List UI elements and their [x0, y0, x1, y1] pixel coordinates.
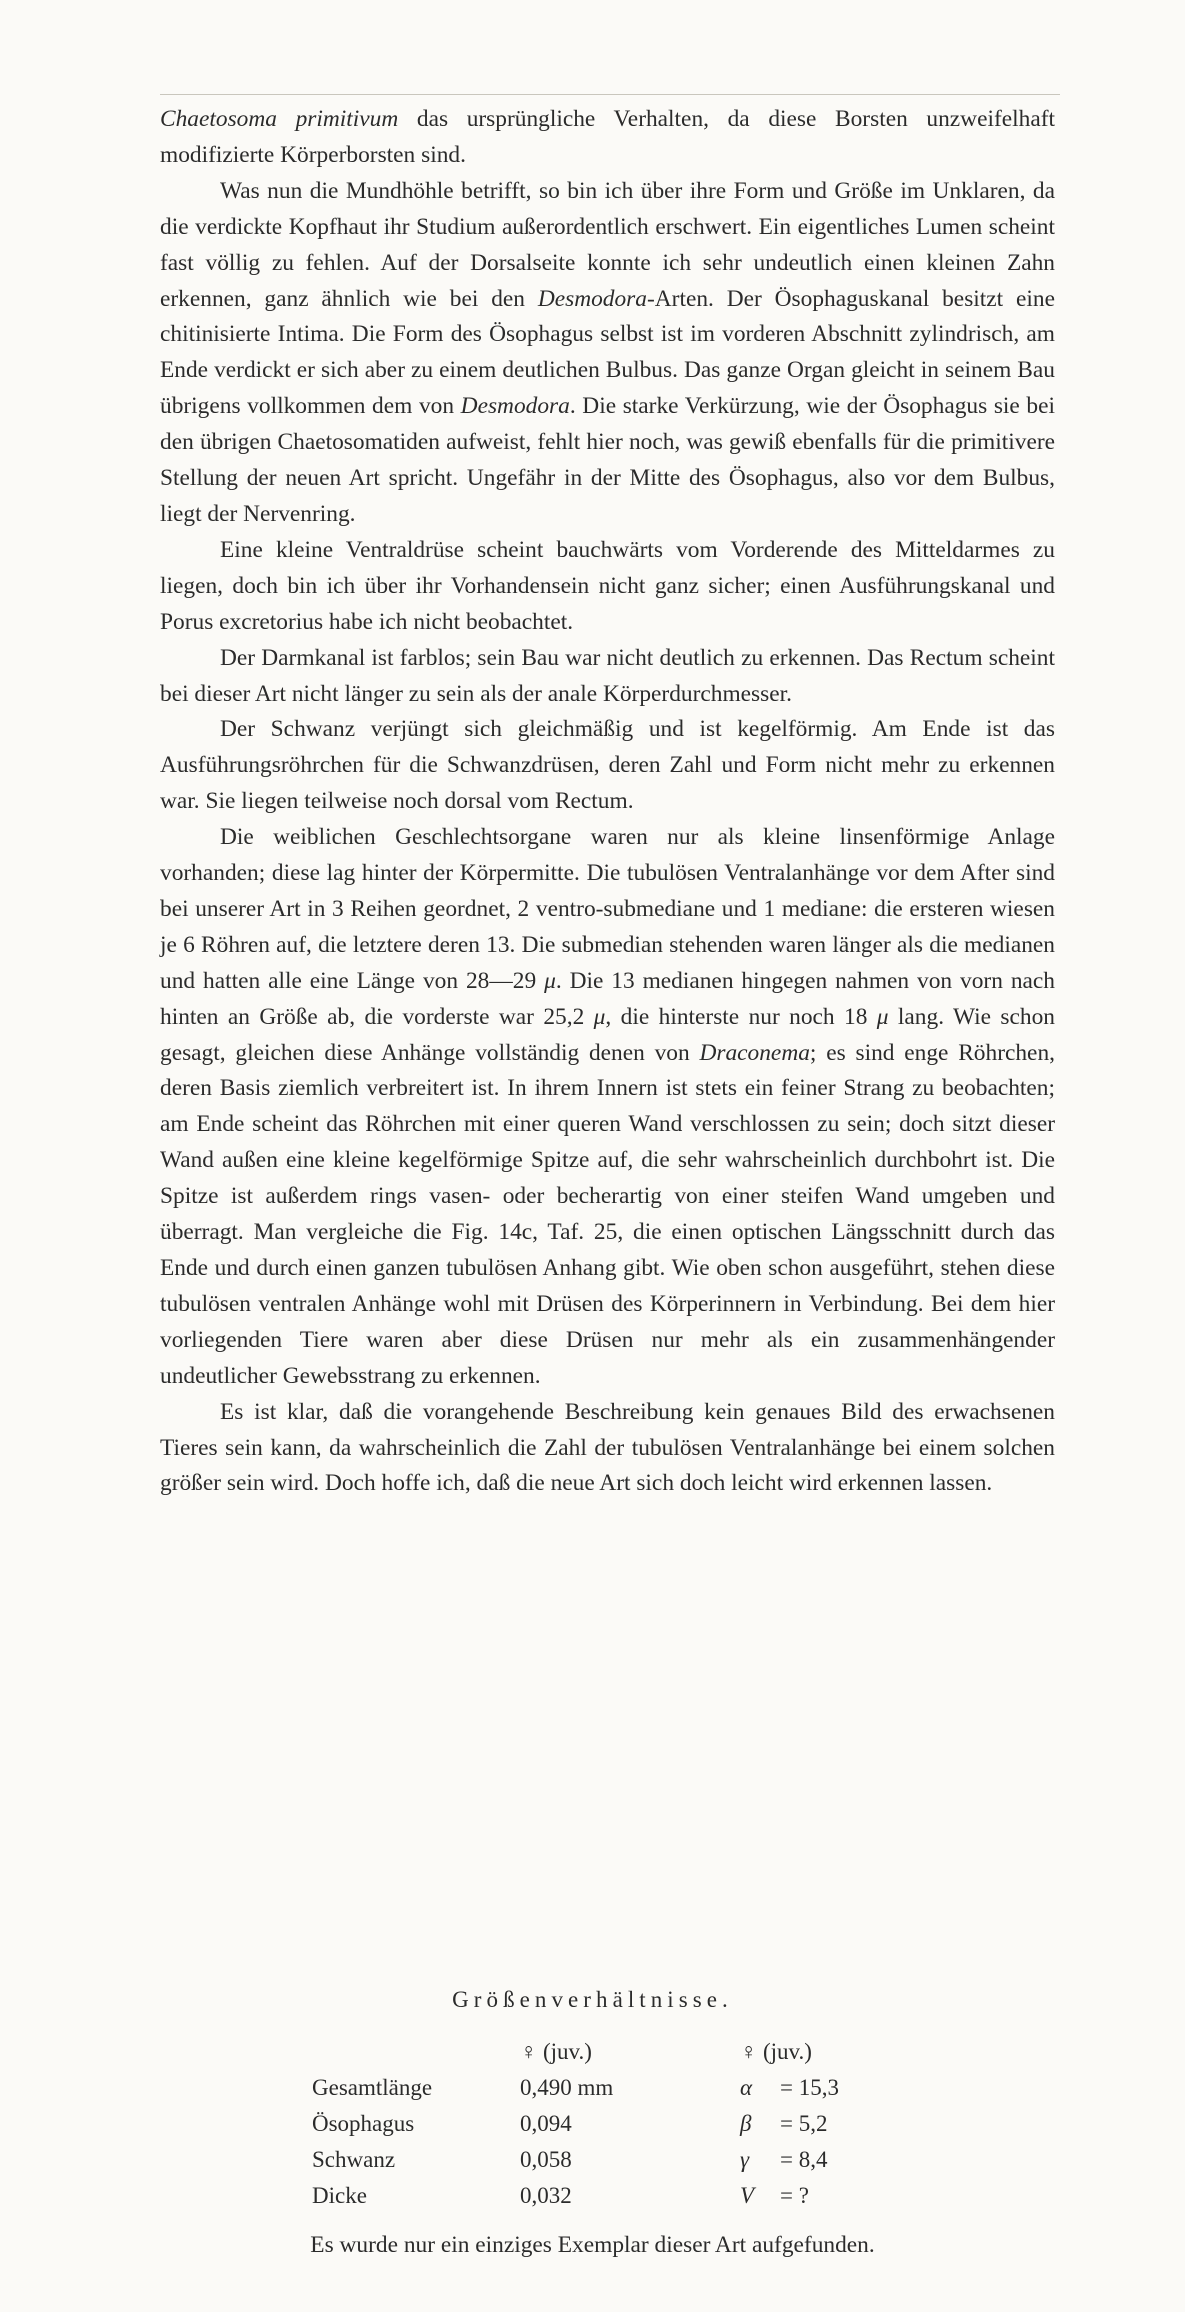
row-label: Ösophagus	[312, 2111, 415, 2136]
row-ratio	[740, 2106, 890, 2142]
closing-sentence: Es wurde nur ein einziges Exemplar dieser Art aufgefunden.	[310, 2232, 875, 2258]
row-ratio	[740, 2142, 890, 2178]
italic-term: Desmodora	[460, 393, 570, 420]
paragraph	[160, 533, 1055, 641]
row-value: 0,094	[520, 2111, 572, 2136]
table-row	[312, 2070, 890, 2106]
header-left: ♀ (juv.)	[520, 2039, 592, 2064]
text-run: Der Darmkanal ist farblos; sein Bau war nicht deutlich zu erkennen. Das Rectum scheint bei dieser Art nicht länger zu sein als der anale Körperdurchmesser.	[160, 644, 1055, 707]
text-run: Die weiblichen Geschlechtsorgane waren nur als kleine linsenförmige Anlage vorhanden; diese lag hinter der Körpermitte. Die tubulösen Ventralanhänge vor dem After sind bei unserer Art in 3 Reihen geordnet, 2 ventro-submediane und 1 mediane: die ersteren wiesen je 6 Röhren auf, die letztere deren 13. Die submedian stehenden waren länger als die medianen und hatten alle eine Länge von 28—29	[160, 824, 1055, 994]
table-row	[312, 2142, 890, 2178]
row-label: Gesamtlänge	[312, 2075, 433, 2100]
table-row	[312, 2178, 890, 2214]
text-run: Eine kleine Ventraldrüse scheint bauchwärts vom Vorderende des Mitteldarmes zu liegen, doch bin ich über ihr Vorhandensein nicht ganz sicher; einen Ausführungskanal und Porus excretorius habe ich nicht beobachtet.	[160, 536, 1055, 635]
italic-term: μ	[544, 967, 556, 994]
ratio-value: = 8,4	[780, 2147, 828, 2172]
italic-term: Chaetosoma primitivum	[160, 106, 399, 132]
row-label: Schwanz	[312, 2147, 396, 2172]
text-run: lang. Wie schon gesagt, gleichen diese Anhänge vollständig denen von	[160, 1003, 1055, 1066]
text-run: ; es sind enge Röhrchen, deren Basis ziemlich verbreitert ist. In ihrem Innern ist stets ein feiner Strang zu beobachten; am Ende scheint das Röhrchen mit einer queren Wand verschlossen zu sein; doch sitzt dieser Wand außen eine kleine kegelförmige Spitze auf, die sehr wahrscheinlich durchbohrt ist. Die Spitze ist außerdem rings vasen- oder becherartig von einer steifen Wand umgeben und überragt. Man vergleiche die Fig. 14c, Taf. 25, die einen optischen Längsschnitt durch das Ende und durch einen ganzen tubulösen Anhang gibt. Wie oben schon ausgeführt, stehen diese tubulösen ventralen Anhänge wohl mit Drüsen des Körperinnern in Verbindung. Bei dem hier vorliegenden Tiere waren aber diese Drüsen nur mehr als ein zusammenhängender undeutlicher Gewebsstrang zu erkennen.	[160, 1039, 1055, 1389]
text-run: Der Schwanz verjüngt sich gleichmäßig und ist kegelförmig. Am Ende ist das Ausführungsröhrchen für die Schwanzdrüsen, deren Zahl und Form nicht mehr zu erkennen war. Sie liegen teilweise noch dorsal vom Rectum.	[160, 716, 1055, 815]
paragraph	[160, 712, 1055, 820]
greek-symbol: γ	[740, 2147, 750, 2172]
text-run: -Arten. Der Ösophaguskanal besitzt eine chitinisierte Intima. Die Form des Ösophagus selbst ist im vorderen Abschnitt zylindrisch, am Ende verdickt er sich aber zu einem deutlichen Bulbus. Das ganze Organ gleicht in seinem Bau übrigens vollkommen dem von	[160, 285, 1055, 420]
row-value: 0,490 mm	[520, 2075, 614, 2100]
ratio-value: = 5,2	[780, 2111, 828, 2136]
row-value: 0,058	[520, 2147, 572, 2172]
section-heading: Größenverhältnisse.	[452, 1987, 733, 2012]
greek-symbol: β	[740, 2111, 752, 2136]
row-value: 0,032	[520, 2183, 572, 2208]
table-header-row	[312, 2034, 890, 2070]
paragraph	[160, 1395, 1055, 1503]
greek-symbol: α	[740, 2075, 753, 2100]
ratio-value: = 15,3	[780, 2075, 839, 2100]
greek-symbol: V	[740, 2183, 755, 2208]
text-run: Es ist klar, daß die vorangehende Beschreibung kein genaues Bild des erwachsenen Tieres sein kann, da wahrscheinlich die Zahl der tubulösen Ventralanhänge bei einem solchen größer sein wird. Doch hoffe ich, daß die neue Art sich doch leicht wird erkennen lassen.	[160, 1398, 1055, 1497]
text-run: . Die 13 medianen hingegen nahmen von vorn nach hinten an Größe ab, die vorderste war 25,2	[160, 967, 1055, 1030]
row-ratio	[740, 2178, 890, 2214]
italic-term: μ	[876, 1003, 889, 1030]
paragraph	[160, 174, 1055, 533]
row-ratio	[740, 2070, 890, 2106]
text-run: , die hinterste nur noch 18	[605, 1003, 877, 1030]
italic-term: Draconema	[699, 1039, 810, 1066]
row-label: Dicke	[312, 2183, 367, 2208]
measurements-table	[312, 2034, 890, 2214]
paragraph	[160, 641, 1055, 713]
text-run: . Die starke Verkürzung, wie der Ösophagus sie bei den übrigen Chaetosomatiden aufweist, fehlt hier noch, was gewiß ebenfalls für die primitivere Stellung der neuen Art spricht. Ungefähr in der Mitte des Ösophagus, also vor dem Bulbus, liegt der Nervenring.	[160, 393, 1056, 527]
table-row	[312, 2106, 890, 2142]
paragraph	[160, 102, 1055, 174]
italic-term: μ	[593, 1003, 606, 1030]
italic-term: Desmodora	[537, 285, 647, 312]
paragraph	[160, 820, 1055, 1395]
ratio-value: = ?	[780, 2183, 809, 2208]
body-text	[160, 102, 1055, 1502]
text-run: Was nun die Mundhöhle betrifft, so bin ich über ihre Form und Größe im Unklaren, da die verdickte Kopfhaut ihr Studium außerordentlich erschwert. Ein eigentliches Lumen scheint fast völlig zu fehlen. Auf der Dorsalseite konnte ich sehr undeutlich einen kleinen Zahn erkennen, ganz ähnlich wie bei den	[160, 177, 1055, 312]
top-rule	[160, 94, 1060, 95]
text-run: das ursprüngliche Verhalten, da diese Borsten unzweifelhaft modifizierte Körperborsten sind.	[160, 106, 1055, 168]
header-right: ♀ (juv.)	[740, 2039, 812, 2064]
